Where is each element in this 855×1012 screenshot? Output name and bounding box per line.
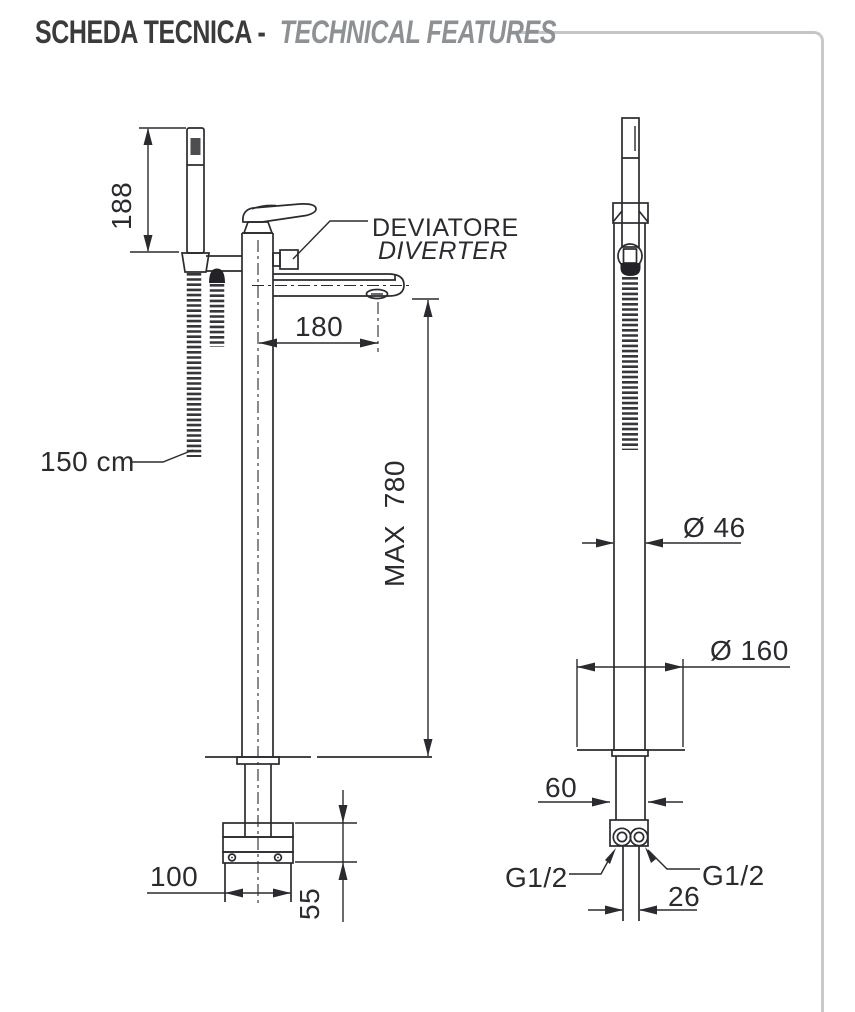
dim-text-188: 188	[106, 181, 137, 230]
dim-text-60: 60	[545, 772, 578, 803]
floor-line-front	[205, 757, 432, 837]
inlet-right-port	[630, 828, 647, 845]
dim-plate-diameter	[577, 635, 790, 747]
handshower-holder	[182, 253, 242, 272]
hose-nut-side	[621, 263, 641, 276]
flexible-hose-short	[209, 269, 225, 348]
inlet-left-port	[613, 828, 630, 845]
diverter-button	[273, 250, 298, 269]
dim-base-height	[294, 790, 357, 922]
lever-handle	[243, 204, 316, 222]
connection-block	[610, 820, 648, 921]
dim-text-g12-left: G1/2	[505, 862, 568, 893]
diverter-text-english: DIVERTER	[378, 237, 508, 265]
dim-text-150cm: 150 cm	[40, 446, 135, 477]
dim-spout-projection	[259, 302, 378, 352]
dim-text-26: 26	[668, 881, 701, 912]
diverter-text-italian: DEVIATORE	[372, 214, 519, 242]
handshower-spray-window	[191, 138, 201, 155]
page-title-italian: SCHEDA TECNICA -	[35, 14, 266, 50]
dim-inlet-spacing	[588, 881, 700, 915]
dim-text-180: 180	[295, 311, 344, 342]
spout	[252, 274, 412, 299]
dim-text-55: 55	[294, 887, 325, 920]
holder-bracket-side	[613, 203, 648, 223]
side-view	[505, 118, 790, 921]
dim-base-width	[147, 861, 291, 898]
dim-text-d160: Ø 160	[710, 635, 789, 666]
dim-max-height	[379, 299, 439, 756]
floor-escutcheon-side	[612, 750, 648, 756]
label-inlet-left	[505, 848, 616, 893]
front-view	[40, 128, 519, 922]
column-side	[614, 223, 645, 750]
floor-line-side	[577, 750, 685, 820]
dim-text-100: 100	[150, 861, 199, 892]
label-inlet-right	[645, 847, 765, 891]
page-title-english: TECHNICAL FEATURES	[279, 14, 557, 50]
hose-connector-side	[618, 244, 642, 450]
dim-text-d46: Ø 46	[683, 512, 746, 543]
handshower-side	[622, 118, 639, 247]
label-hose-length	[40, 446, 193, 477]
dim-text-g12-right: G1/2	[702, 860, 765, 891]
handshower-front	[187, 128, 204, 253]
dim-handshower-height	[106, 128, 186, 252]
dim-column-diameter	[582, 512, 746, 548]
dim-block-width	[538, 772, 683, 807]
dim-text-max-780: MAX 780	[379, 460, 410, 587]
mixer-body-front	[242, 204, 316, 905]
label-diverter	[293, 214, 519, 265]
